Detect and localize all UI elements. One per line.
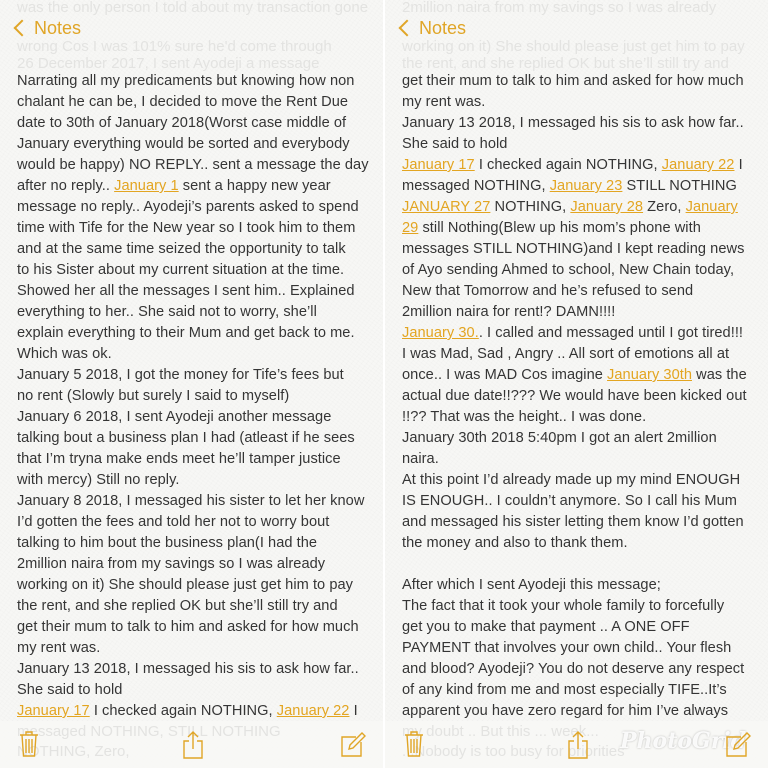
note-text: that I’m tryna make ends meet he’ll tamper justice [17,451,341,467]
note-text-line [402,304,615,320]
back-label: Notes [419,18,467,38]
back-to-notes-button[interactable] [10,18,81,38]
note-text-line [402,325,743,341]
chevron-left-icon [14,20,31,37]
note-text-line [17,703,358,719]
note-text-line [17,556,325,572]
note-text-line [17,136,350,152]
note-text: I [349,703,358,719]
note-text: January 8 2018, I messaged his sister to let her know [17,493,365,509]
notes-panel-left [0,0,383,768]
date-link[interactable]: January [685,199,738,215]
note-text: naira. [402,451,439,467]
note-text: 2million naira from my savings so I was already [17,556,326,572]
note-text-line [17,451,341,467]
note-text: working on it) She should please just get him to pay [17,577,354,593]
faded-background-text: my doubt .. But this ... week... [402,723,599,740]
date-link[interactable]: January 22 [276,703,350,719]
date-link[interactable]: January 17 [402,157,475,173]
note-text: New that Tomorrow and he’s refused to send [402,283,694,299]
note-text-line [402,115,744,131]
note-text-line [17,409,331,425]
note-text-line [402,430,717,446]
note-text-line [402,619,690,635]
note-text: chalant he can be, I decided to move the Rent Due [17,94,349,110]
note-text-line [402,535,628,551]
note-text: STILL NOTHING [622,178,737,194]
note-text-line [17,304,317,320]
share-button[interactable] [567,730,589,765]
note-text: get their mum to talk to him and asked for how much [17,619,359,635]
note-text-line [17,346,112,362]
faded-background-text: 2million naira from my savings so I was already [402,0,717,16]
note-text-line [402,472,740,488]
note-text: my rent was. [402,94,486,110]
share-icon [182,747,204,764]
note-text-line [402,283,693,299]
faded-background-text: working on it) She should please just get him to pay [402,38,745,55]
note-text-line [17,619,359,635]
note-text-line [402,493,737,509]
note-text: She said to hold [17,682,123,698]
note-text: I checked again NOTHING, [89,703,277,719]
delete-button[interactable] [18,730,40,763]
date-link[interactable]: January 30th [607,367,693,383]
date-link[interactable]: January 1 [114,178,179,194]
compose-icon [340,745,366,762]
note-text: I [734,157,743,173]
note-text: 2million naira for rent!? DAMN!!!! [402,304,616,320]
date-link[interactable]: January 28 [570,199,644,215]
note-text-line [17,115,346,131]
note-text-line [402,451,439,467]
note-text-line [402,262,734,278]
note-text: She said to hold [402,136,508,152]
note-text: my rent was. [17,640,101,656]
note-text: sent a happy new year [178,178,331,194]
note-text: January 13 2018, I messaged his sis to ask how far.. [402,115,744,131]
note-text-line [402,514,744,530]
note-text: January everything would be sorted and everybody [17,136,350,152]
faded-background-text: was the only person I told about my transaction gone [17,0,369,16]
faded-background-text: the rent, and she replied OK but she’ll still try and [402,55,729,72]
note-text-line [17,178,331,194]
note-text: Showed her all the messages I sent him.. Explained [17,283,355,299]
note-text-line [17,262,344,278]
note-text-line [402,346,729,362]
date-link[interactable]: JANUARY 27 [402,199,491,215]
note-text: date to 30th of January 2018(Worst case middle of [17,115,347,131]
note-text-line [17,199,359,215]
note-text-line [17,283,355,299]
faded-background-text: messaged NOTHING, STILL NOTHING [17,723,281,740]
faded-background-text: wrong Cos I was 101% sure he'd come through [17,38,332,55]
note-text: I was Mad, Sad , Angry .. All sort of emotions all at [402,346,730,362]
note-text: with mercy) Still no reply. [17,472,180,488]
date-link[interactable]: 29 [402,220,419,236]
note-text-line [402,241,744,257]
note-text: . I called and messaged until I got tired!!! [478,325,744,341]
note-text: messages STILL NOTHING)and I kept reading news [402,241,745,257]
share-icon [567,747,589,764]
note-text-line [17,220,355,236]
note-text-line [402,94,485,110]
note-text-line [17,514,329,530]
note-text: January 5 2018, I got the money for Tife’s fees but [17,367,344,383]
note-text-line [17,640,100,656]
note-text: the rent, and she replied OK but she’ll still try and [17,598,338,614]
chevron-left-icon [399,20,416,37]
note-text-line [17,73,354,89]
note-text: would be happy) NO REPLY.. sent a message the day [17,157,369,173]
note-text: message no reply.. Ayodeji’s parents asked to spend [17,199,359,215]
note-text-line [402,661,744,677]
note-text-line [17,157,369,173]
note-text: get you to make that payment .. A ONE OFF [402,619,690,635]
note-text-line [17,682,122,698]
note-text: and blood? Ayodeji? You do not deserve any respect [402,661,745,677]
note-text: Which was ok. [17,346,112,362]
note-text: and at the same time seized the opportunity to talk [17,241,346,257]
note-text-line [402,703,728,719]
note-text-line [17,493,364,509]
note-text-line [402,367,747,383]
note-text-line [402,178,737,194]
note-text: January 30th 2018 5:40pm I got an alert 2million [402,430,717,446]
note-text: I checked again NOTHING, [474,157,662,173]
compose-button[interactable] [725,730,751,763]
note-text-line [402,640,731,656]
note-text: !!?? That was the height.. I was done. [402,409,647,425]
note-text: explain everything to their Mum and get back to me. [17,325,355,341]
photogrid-watermark: PhotoGrid [620,728,747,754]
back-label: Notes [34,18,82,38]
note-text: of any kind from me and most especially TIFE..It’s [402,682,727,698]
faded-background-text: ...Nobody is too busy for priorities [402,743,625,760]
note-text-line [402,682,727,698]
note-text: was the [692,367,747,383]
note-text-line [17,577,353,593]
note-text: once.. I was MAD Cos imagine [402,367,608,383]
note-text: After which I sent Ayodeji this message; [402,577,661,593]
share-button[interactable] [182,730,204,765]
note-text: and messaged his sister letting them know I’d gotten [402,514,744,530]
date-link[interactable]: January 23 [549,178,623,194]
note-text-line [17,94,348,110]
note-text: no rent (Slowly but surely I said to myself) [17,388,290,404]
note-text: talking bout a business plan I had (atleast if he sees [17,430,355,446]
note-text-line [402,220,701,236]
faded-background-text: NOTHING, Zero, [17,743,130,760]
note-text-line [402,598,724,614]
back-to-notes-button[interactable] [395,18,466,38]
date-link[interactable]: January 30. [402,325,479,341]
note-text-line [17,472,179,488]
note-text: time with Tife for the New year so I took him to them [17,220,356,236]
note-text: actual due date!!??? We would have been kicked out [402,388,747,404]
note-text: after no reply.. [17,178,115,194]
note-text-line [17,598,338,614]
note-text: At this point I’d already made up my mind ENOUGH [402,472,741,488]
note-text: January 13 2018, I messaged his sis to ask how far.. [17,661,359,677]
trash-icon [403,745,425,762]
note-text-line [402,409,646,425]
note-text: Narrating all my predicaments but knowing how non [17,73,355,89]
note-text: Zero, [643,199,686,215]
note-text-line [402,136,507,152]
note-text-line [17,367,344,383]
delete-button[interactable] [403,730,425,763]
compose-button[interactable] [340,730,366,763]
note-text: get their mum to talk to him and asked for how much [402,73,744,89]
note-text-line [17,661,359,677]
note-text: to his Sister about my current situation at the time. [17,262,345,278]
note-text-line [17,535,317,551]
note-text: The fact that it took your whole family to forcefully [402,598,725,614]
note-text-line [17,430,355,446]
note-text-line [17,241,346,257]
note-text-line [17,388,289,404]
note-text: IS ENOUGH.. I couldn’t anymore. So I call his Mum [402,493,737,509]
date-link[interactable]: January 22 [661,157,735,173]
note-text: PAYMENT that involves your own child.. Your flesh [402,640,732,656]
note-text: talking to him bout the business plan(I had the [17,535,318,551]
note-text: NOTHING, [490,199,571,215]
note-text: messaged NOTHING, [402,178,550,194]
note-text-line [402,73,744,89]
note-text: I’d gotten the fees and told her not to worry bout [17,514,330,530]
note-text: the money and also to thank them. [402,535,628,551]
note-text-line [17,325,355,341]
note-text: of Ayo sending Ahmed to school, New Chain today, [402,262,735,278]
note-text-line [402,199,738,215]
compose-icon [725,745,751,762]
note-text: everything to her.. She said not to worry, she’ll [17,304,317,320]
notes-panel-right [385,0,768,768]
note-text: still Nothing(Blew up his mom’s phone with [418,220,701,236]
note-text-line [402,388,747,404]
note-text: January 6 2018, I sent Ayodeji another message [17,409,332,425]
note-text-line [402,157,743,173]
date-link[interactable]: January 17 [17,703,90,719]
faded-background-text: 26 December 2017, I sent Ayodeji a message [17,55,320,72]
trash-icon [18,745,40,762]
note-text-line [402,577,661,593]
note-text: apparent you have zero regard for him I’ve always [402,703,729,719]
